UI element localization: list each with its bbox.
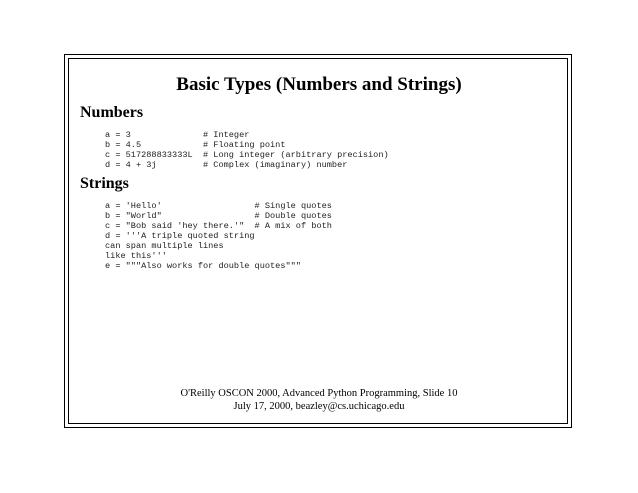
slide-footer [0, 387, 638, 413]
code-line: c = "Bob said 'hey there.'" # A mix of both [105, 221, 332, 231]
code-line: b = 4.5 # Floating point [105, 140, 286, 150]
footer-date-email-line: July 17, 2000, beazley@cs.uchicago.edu [233, 401, 405, 412]
code-line: d = 4 + 3j # Complex (imaginary) number [105, 160, 348, 170]
code-line: e = """Also works for double quotes""" [105, 261, 301, 271]
code-block-strings [105, 201, 332, 271]
code-line: b = "World" # Double quotes [105, 211, 332, 221]
code-line: c = 517288833333L # Long integer (arbitrary precision) [105, 150, 389, 160]
code-line: a = 3 # Integer [105, 130, 250, 140]
code-line: d = '''A triple quoted string [105, 231, 255, 241]
section-heading-numbers: Numbers [80, 104, 144, 121]
code-line: can span multiple lines [105, 241, 224, 251]
code-line: like this''' [105, 251, 167, 261]
section-heading-strings: Strings [80, 175, 129, 192]
slide-title: Basic Types (Numbers and Strings) [176, 74, 462, 95]
footer-course-line: O'Reilly OSCON 2000, Advanced Python Programming, Slide 10 [180, 388, 458, 399]
code-line: a = 'Hello' # Single quotes [105, 201, 332, 211]
code-block-numbers [105, 130, 389, 170]
